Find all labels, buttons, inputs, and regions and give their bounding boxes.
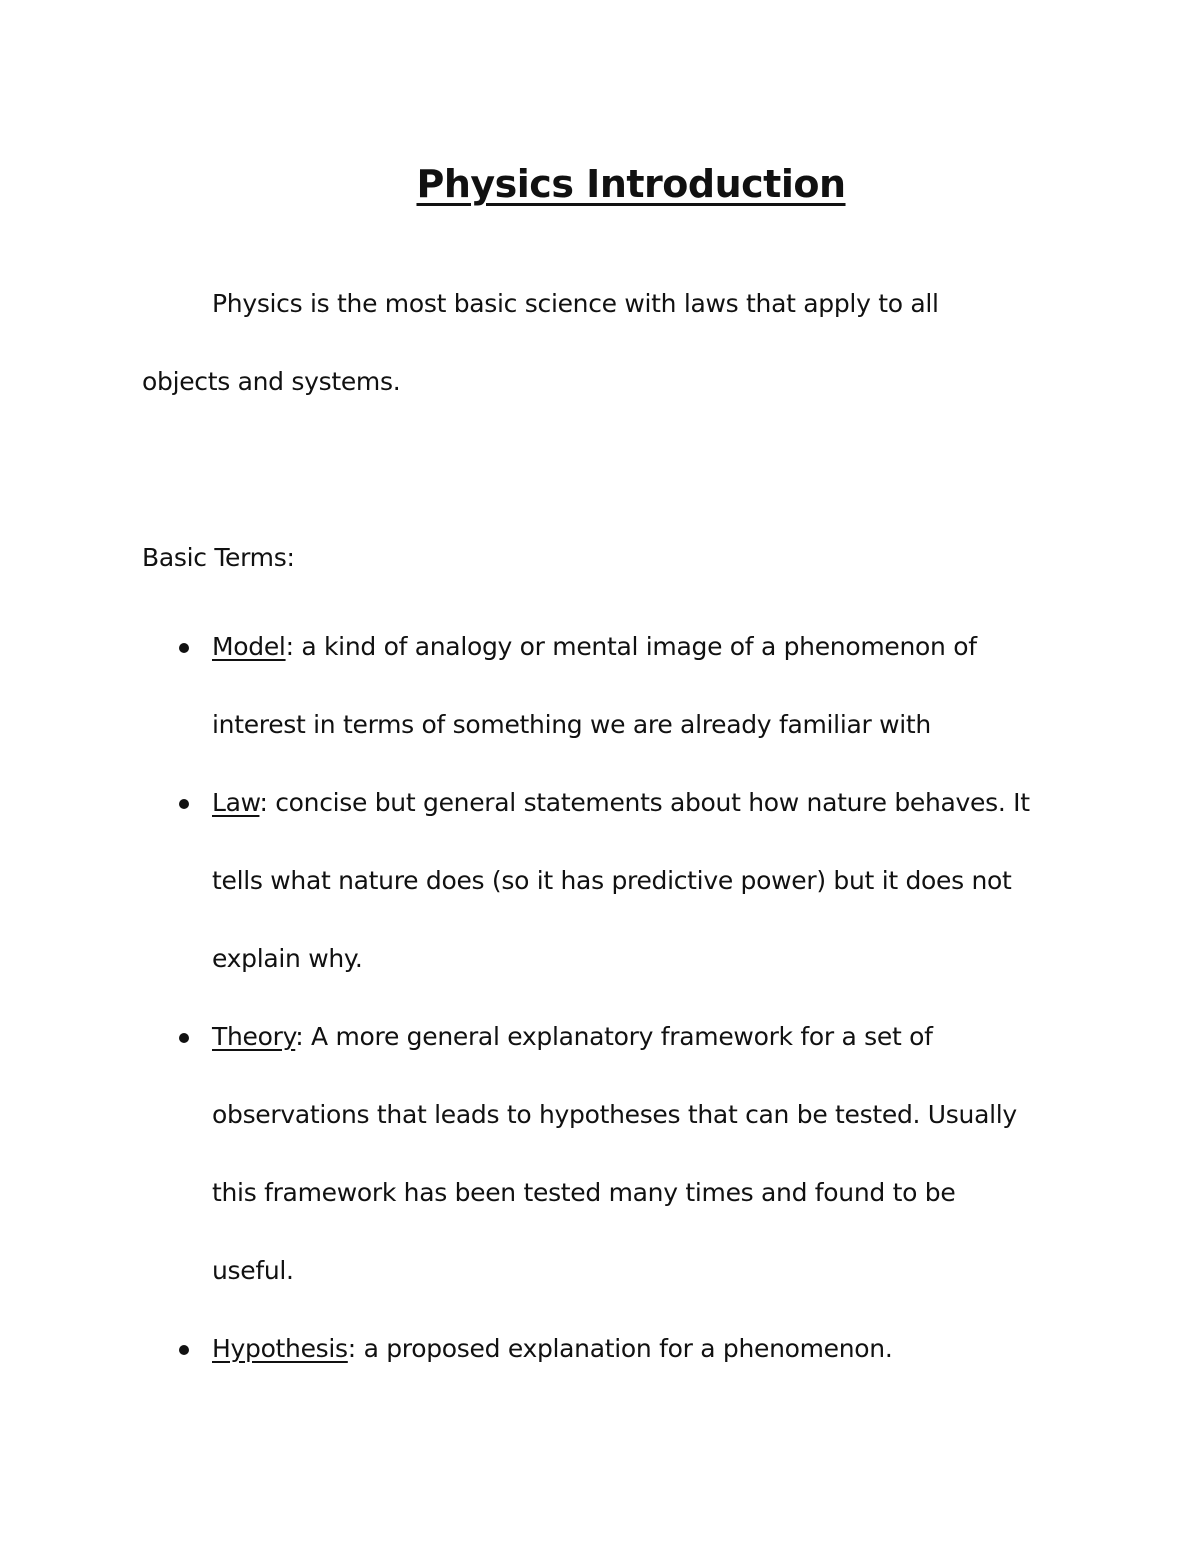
term-name: Hypothesis	[212, 1334, 348, 1363]
term-model	[142, 608, 1042, 764]
term-separator: :	[285, 632, 294, 661]
term-hypothesis	[142, 1310, 1042, 1388]
term-definition: A more general explanatory framework for a set of observations that leads to hypotheses that can be tested. Usually this framework has been tested many times and found to be useful.	[212, 1022, 1017, 1285]
bullet-icon	[179, 799, 189, 809]
term-separator: :	[295, 1022, 304, 1051]
term-name: Theory	[212, 1022, 296, 1051]
term-name: Model	[212, 632, 286, 661]
intro-paragraph: Physics is the most basic science with laws that apply to all objects and systems.	[142, 289, 939, 396]
term-definition: a kind of analogy or mental image of a phenomenon of interest in terms of something we are already familiar with	[212, 632, 977, 739]
page-title: Physics Introduction	[416, 162, 846, 206]
term-separator: :	[347, 1334, 356, 1363]
bullet-icon	[179, 1345, 189, 1355]
bullet-icon	[179, 1033, 189, 1043]
term-law	[142, 764, 1042, 998]
term-separator: :	[259, 788, 268, 817]
term-name: Law	[212, 788, 260, 817]
bullet-icon	[179, 643, 189, 653]
term-theory	[142, 998, 1042, 1310]
section-heading: Basic Terms:	[142, 543, 295, 572]
term-definition: concise but general statements about how nature behaves. It tells what nature does (so it has predictive power) but it does not explain why.	[212, 788, 1030, 973]
term-definition: a proposed explanation for a phenomenon.	[355, 1334, 893, 1363]
terms-list	[142, 608, 1042, 1388]
